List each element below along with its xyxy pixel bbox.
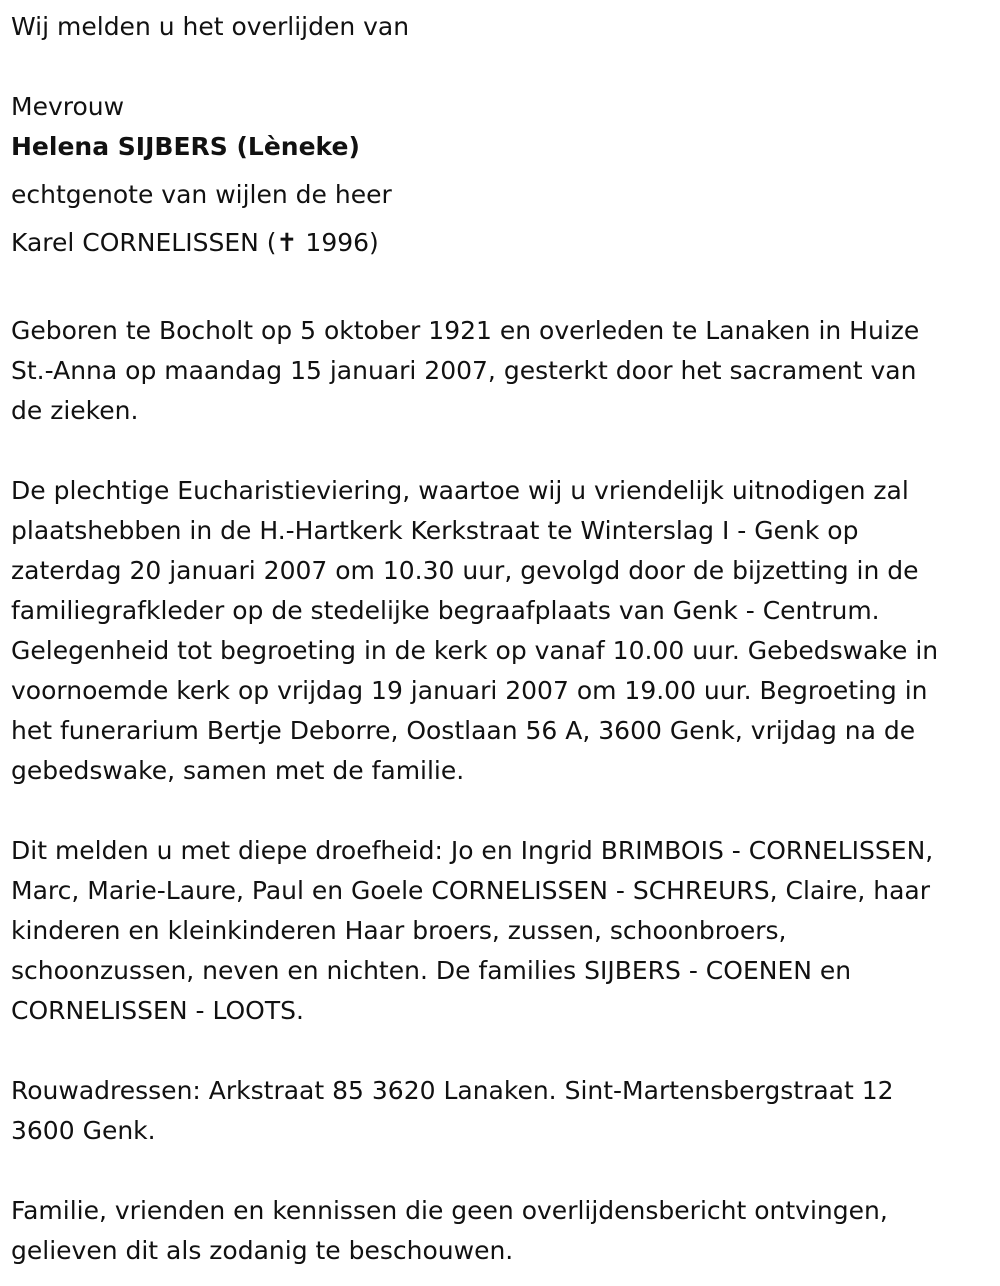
spacer: [11, 791, 996, 831]
closing-paragraph: [11, 1191, 996, 1271]
spouse-label: echtgenote van wijlen de heer: [11, 180, 392, 209]
spacer: [11, 1151, 996, 1191]
spacer: [11, 1031, 996, 1071]
paragraph-line: plaatshebben in de H.-Hartkerk Kerkstraat te Winterslag I - Genk op: [11, 516, 859, 545]
paragraph-line: Geboren te Bocholt op 5 oktober 1921 en overleden te Lanaken in Huize: [11, 316, 920, 345]
paragraph-line: St.-Anna op maandag 15 januari 2007, gesterkt door het sacrament van: [11, 356, 917, 385]
paragraph-line: familiegrafkleder op de stedelijke begraafplaats van Genk - Centrum.: [11, 596, 880, 625]
birth-death-paragraph: [11, 311, 996, 431]
paragraph-line: zaterdag 20 januari 2007 om 10.30 uur, gevolgd door de bijzetting in de: [11, 556, 919, 585]
spacer: [11, 47, 996, 87]
spacer: [11, 431, 996, 471]
paragraph-line: Familie, vrienden en kennissen die geen overlijdensbericht ontvingen,: [11, 1196, 888, 1225]
deceased-name: Helena SIJBERS (Lèneke): [11, 132, 360, 161]
paragraph-line: kinderen en kleinkinderen Haar broers, zussen, schoonbroers,: [11, 916, 787, 945]
paragraph-line: 3600 Genk.: [11, 1116, 156, 1145]
obituary-document: [11, 7, 996, 1271]
paragraph-line: CORNELISSEN - LOOTS.: [11, 996, 304, 1025]
family-paragraph: [11, 831, 996, 1031]
paragraph-line: schoonzussen, neven en nichten. De families SIJBERS - COENEN en: [11, 956, 852, 985]
intro-text: Wij melden u het overlijden van: [11, 12, 410, 41]
addresses-paragraph: [11, 1071, 996, 1151]
paragraph-line: Gelegenheid tot begroeting in de kerk op vanaf 10.00 uur. Gebedswake in: [11, 636, 939, 665]
paragraph-line: voornoemde kerk op vrijdag 19 januari 2007 om 19.00 uur. Begroeting in: [11, 676, 928, 705]
paragraph-line: de zieken.: [11, 396, 139, 425]
spouse-name: Karel CORNELISSEN (✝ 1996): [11, 228, 379, 257]
paragraph-line: Dit melden u met diepe droefheid: Jo en Ingrid BRIMBOIS - CORNELISSEN,: [11, 836, 934, 865]
ceremony-paragraph: [11, 471, 996, 791]
spacer: [11, 271, 996, 311]
paragraph-line: gelieven dit als zodanig te beschouwen.: [11, 1236, 514, 1265]
paragraph-line: Marc, Marie-Laure, Paul en Goele CORNELISSEN - SCHREURS, Claire, haar: [11, 876, 930, 905]
paragraph-line: Rouwadressen: Arkstraat 85 3620 Lanaken. Sint-Martensbergstraat 12: [11, 1076, 894, 1105]
salutation: Mevrouw: [11, 92, 125, 121]
paragraph-line: gebedswake, samen met de familie.: [11, 756, 465, 785]
paragraph-line: De plechtige Eucharistieviering, waartoe wij u vriendelijk uitnodigen zal: [11, 476, 909, 505]
paragraph-line: het funerarium Bertje Deborre, Oostlaan 56 A, 3600 Genk, vrijdag na de: [11, 716, 916, 745]
